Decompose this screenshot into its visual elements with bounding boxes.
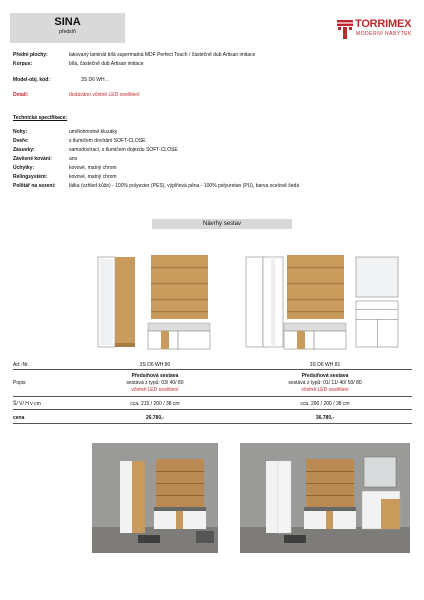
spec-row: Závěsné kování: ano: [13, 156, 78, 162]
set-2-price: 36.780,-: [315, 415, 335, 421]
set-1-dims: cca. 215 / 200 / 38 cm: [130, 401, 180, 407]
set-1-drawing: [96, 253, 216, 353]
product-subtitle: předsíň: [59, 29, 76, 35]
spec-row: Zásuvky: samodovírací, s tlumičem dojezdu SOFT-CLOSE: [13, 147, 178, 153]
set-1-led: včetně LED osvětlení: [131, 387, 179, 393]
title-box: [10, 13, 125, 43]
logo-brand: TORRIMEX: [355, 18, 412, 30]
info-row-body: Korpus: bílá, částečně dub Artisan imitace: [13, 61, 144, 67]
spec-heading: Technická specifikace:: [13, 115, 68, 121]
spec-row: Nohy: umělohmotné kluzáky: [13, 129, 118, 135]
set-2-led: včetně LED osvětlení: [301, 387, 349, 393]
set-2-drawing: [244, 253, 404, 353]
set-1-name: Předsíňová sestava: [131, 373, 179, 379]
spec-row: Relingsystém: kovové, matný chrom: [13, 174, 117, 180]
set-1-desc: sestává z typů: 03/ 40/ 80: [126, 380, 184, 386]
set-2-code: 3S D6 WH 81: [309, 362, 341, 368]
popis-label: Popis: [13, 380, 26, 386]
spec-row: Úchytky: kovové, matný chrom: [13, 165, 117, 171]
set-2-photo: [240, 443, 410, 553]
art-nr-label: Art.-Nr.: [13, 362, 29, 368]
divider: [13, 409, 412, 410]
info-row-fronts: Přední plochy: lakovaný laminát bílá supermatná MDF Perfect Touch / částečně dub Artisan imitace: [13, 52, 256, 58]
set-2-desc: sestává z typů: 01/ 11/ 40/ 50/ 80: [288, 380, 362, 386]
price-label: cena: [13, 415, 25, 421]
set-2-name: Předsíňová sestava: [301, 373, 349, 379]
logo-subtitle: MODERNÍ NÁBYTEK: [356, 31, 412, 37]
divider: [13, 396, 412, 397]
set-1-photo: [92, 443, 218, 553]
section-title: Návrhy sestav: [152, 219, 292, 229]
divider: [13, 423, 412, 424]
divider: [13, 369, 412, 370]
product-title: SINA: [54, 16, 81, 28]
torrimex-logo-icon: [336, 18, 354, 40]
info-row-detail: Detail: dodáváno včetně LED osvětlení: [13, 92, 140, 98]
dims-label: Š/ V/ H v cm: [13, 401, 41, 407]
set-2-dims: cca. 290 / 200 / 38 cm: [300, 401, 350, 407]
spec-row: Polštář na sezení: látka (vzhled kůže) - 100% polyester (PES), výplňová pěna - 100% polyuretan (PU), barva ocelově šedá: [13, 183, 300, 189]
set-1-price: 26.780,-: [145, 415, 165, 421]
spec-row: Dveře: s tlumičem dovírání SOFT-CLOSE: [13, 138, 146, 144]
info-row-model-code: Model-obj. kód: 3S D6 WH ..: [13, 77, 109, 83]
brand-logo: [336, 17, 418, 43]
set-1-code: 3S D6 WH 80: [139, 362, 171, 368]
